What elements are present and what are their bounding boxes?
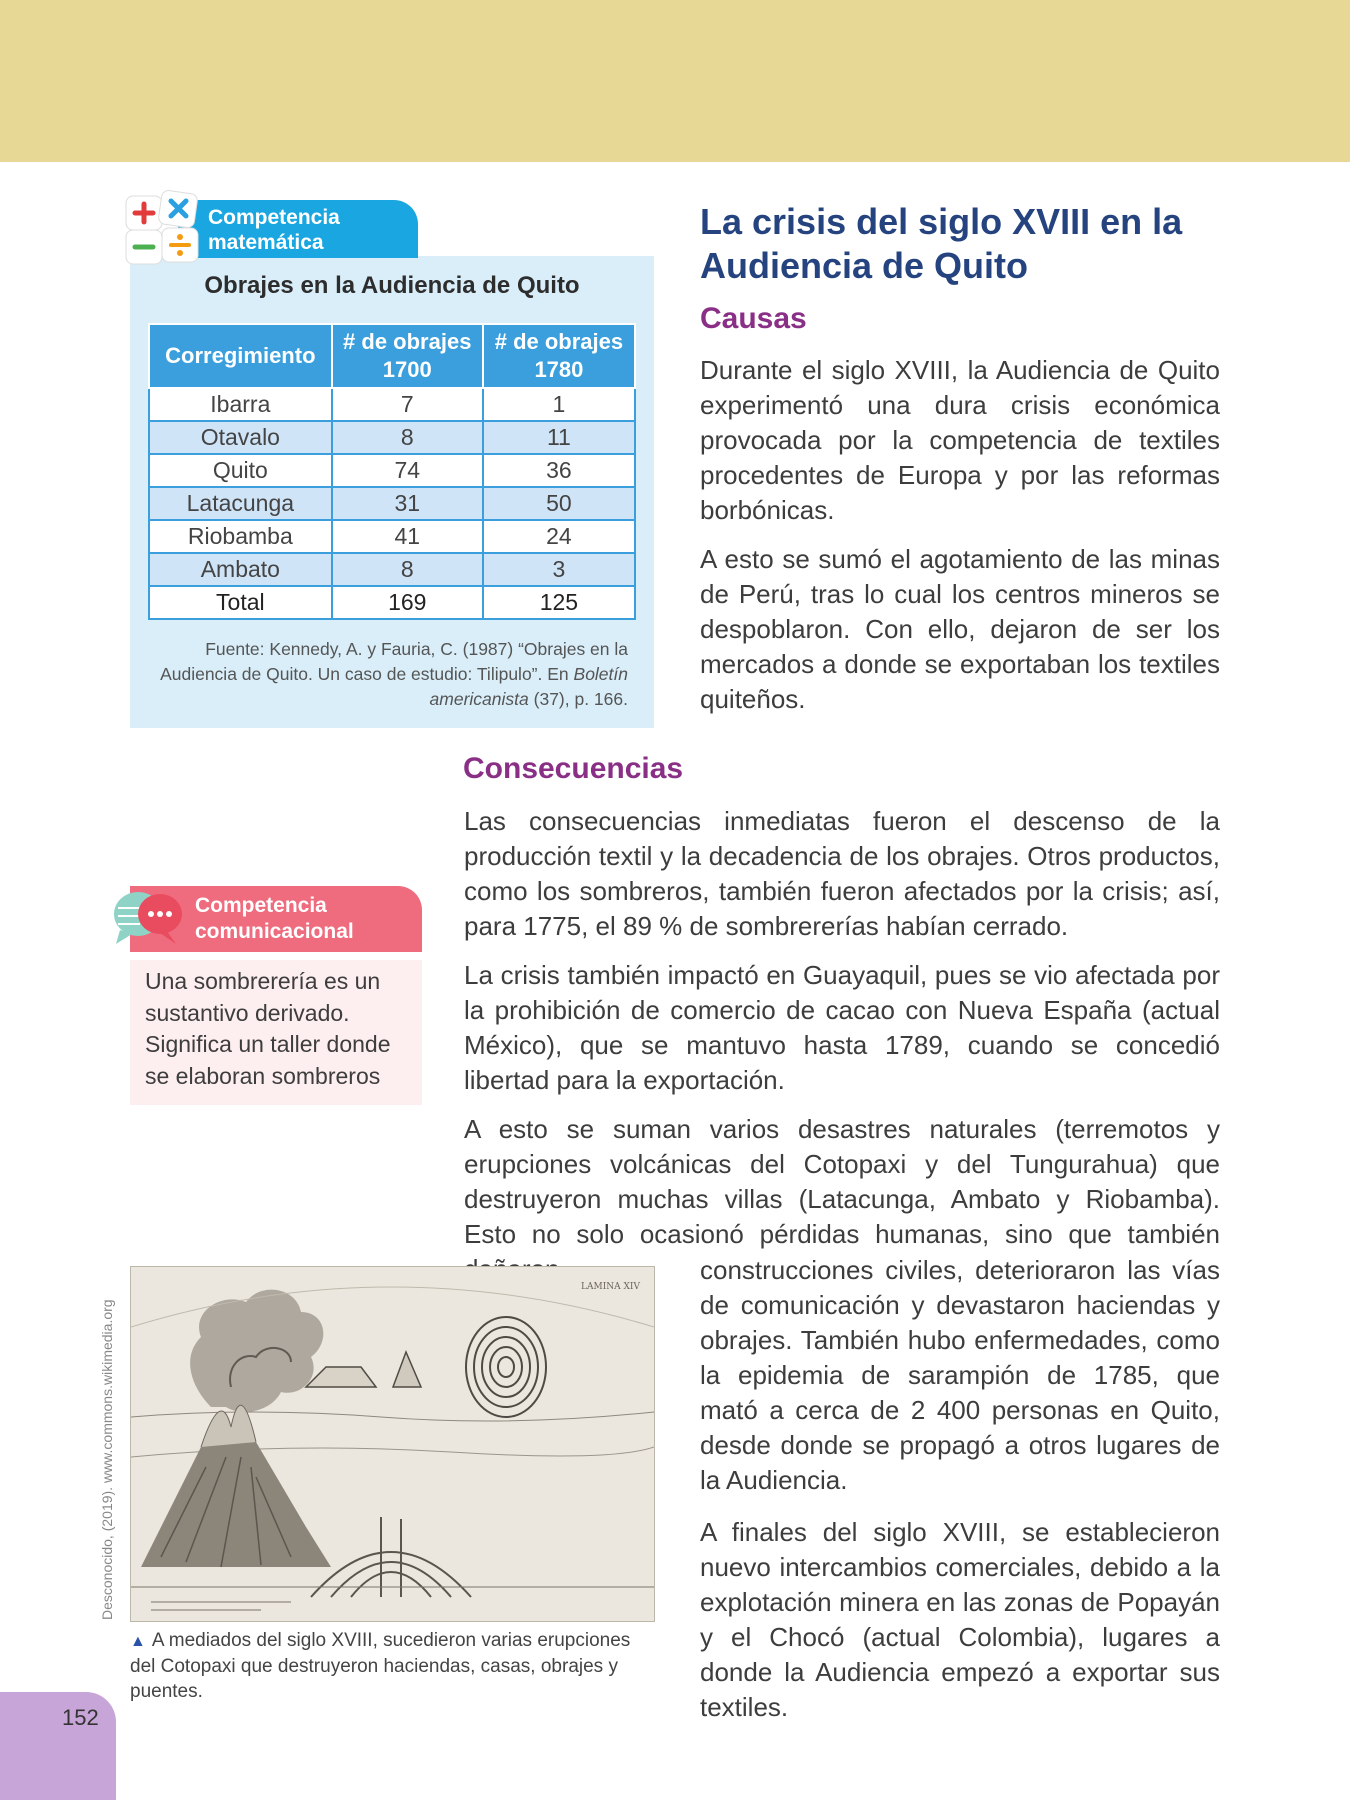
cell-corregimiento: Riobamba bbox=[149, 520, 332, 553]
cell-corregimiento: Ibarra bbox=[149, 388, 332, 421]
plate-label: LAMINA XIV bbox=[581, 1282, 640, 1292]
table-row bbox=[149, 388, 635, 421]
header-band bbox=[0, 0, 1350, 162]
header-obrajes-1780: # de obrajes 1780 bbox=[483, 324, 635, 388]
table-header-row bbox=[149, 324, 635, 388]
total-1700: 169 bbox=[332, 586, 483, 619]
table-row bbox=[149, 454, 635, 487]
cell-1700: 7 bbox=[332, 388, 483, 421]
com-tab-line2: comunicacional bbox=[195, 920, 354, 943]
image-credit-text: Desconocido, (2019). www.commons.wikimedia.org bbox=[99, 1299, 115, 1620]
cell-corregimiento: Latacunga bbox=[149, 487, 332, 520]
header-corregimiento: Corregimiento bbox=[149, 324, 332, 388]
header-obrajes-1700: # de obrajes 1700 bbox=[332, 324, 483, 388]
math-competency-tab bbox=[178, 200, 418, 258]
consecuencias-paragraph-1: Las consecuencias inmediatas fueron el descenso de la producción textil y la decadencia de los obrajes. Otros productos, como los sombreros, también fueron afectados por la crisis; así, para 1775, el 89 % de sombrererías habían cerrado. bbox=[464, 806, 1220, 941]
chat-bubbles-icon bbox=[110, 882, 190, 954]
table-source bbox=[150, 637, 628, 712]
consecuencias-paragraph-3: A esto se suman varios desastres naturales (terremotos y erupciones volcánicas del Cotopaxi y del Tungurahua) que destruyeron muchas villas (Latacunga, Ambato y Riobamba). Esto no solo ocasionó pérdidas humanas, sino que también bbox=[464, 1114, 1220, 1249]
consecuencias-paragraph-2: La crisis también impactó en Guayaquil, pues se vio afectada por la prohibición de comercio de cacao con Nueva España (actual México), que se mantuvo hasta 1789, cuando se concedió libertad para la exportación. bbox=[464, 960, 1220, 1095]
causas-paragraph-1: Durante el siglo XVIII, la Audiencia de Quito experimentó una dura crisis económica provocada por la competencia de textiles procedentes de Europa y por las reformas borbónicas. bbox=[700, 355, 1220, 525]
page-title: La crisis del siglo XVIII en la Audiencia de Quito bbox=[700, 201, 1183, 286]
math-operations-icon bbox=[124, 190, 206, 268]
causas-heading: Causas bbox=[700, 302, 807, 335]
source-journal: Boletín americanista bbox=[429, 664, 628, 709]
triangle-bullet-icon: ▲ bbox=[130, 1633, 146, 1650]
cotopaxi-eruption-engraving bbox=[130, 1266, 655, 1622]
total-1780: 125 bbox=[483, 586, 635, 619]
table-row bbox=[149, 553, 635, 586]
cell-1780: 50 bbox=[483, 487, 635, 520]
total-label: Total bbox=[149, 586, 332, 619]
cell-1780: 11 bbox=[483, 421, 635, 454]
cell-1700: 8 bbox=[332, 553, 483, 586]
causas-paragraph-2: A esto se sumó el agotamiento de las minas de Perú, tras lo cual los centros mineros se despoblaron. Con ello, dejaron de ser los mercados a donde se exportaban los textiles quiteños. bbox=[700, 544, 1220, 714]
table-total-row bbox=[149, 586, 635, 619]
caption-text: A mediados del siglo XVIII, sucedieron varias erupciones del Cotopaxi que destruyeron haciendas, casas, obrajes y puentes. bbox=[130, 1630, 631, 1702]
cell-1780: 36 bbox=[483, 454, 635, 487]
com-tab-line1: Competencia bbox=[195, 894, 327, 917]
communication-text: Una sombrerería es un sustantivo derivado. Significa un taller donde se elaboran sombreros bbox=[145, 968, 391, 1089]
consecuencias-paragraph-3-cont: construcciones civiles, deterioraron las vías de comunicación y devastaron haciendas y obrajes. También hubo enfermedades, como la epidemia de sarampión de 1785, que mató a cerca de 2 400 personas en Quito, desde donde se propagó a otros lugares de la Audiencia. bbox=[700, 1255, 1220, 1495]
cell-corregimiento: Otavalo bbox=[149, 421, 332, 454]
cell-corregimiento: Ambato bbox=[149, 553, 332, 586]
math-tab-line2: matemática bbox=[208, 231, 324, 254]
cell-1700: 74 bbox=[332, 454, 483, 487]
cell-1700: 41 bbox=[332, 520, 483, 553]
cell-corregimiento: Quito bbox=[149, 454, 332, 487]
cell-1700: 8 bbox=[332, 421, 483, 454]
source-ref: (37), p. 166. bbox=[528, 689, 628, 709]
table-title: Obrajes en la Audiencia de Quito bbox=[204, 272, 580, 299]
cell-1780: 24 bbox=[483, 520, 635, 553]
page-number: 152 bbox=[62, 1705, 99, 1730]
source-text: Fuente: Kennedy, A. y Fauria, C. (1987) “Obrajes en la Audiencia de Quito. Un caso de estudio: Tilipulo”. En bbox=[160, 639, 628, 684]
table-row bbox=[149, 487, 635, 520]
image-caption bbox=[130, 1628, 650, 1704]
obrajes-table bbox=[148, 323, 636, 620]
consecuencias-heading: Consecuencias bbox=[463, 752, 684, 785]
table-row bbox=[149, 421, 635, 454]
consecuencias-paragraph-4: A finales del siglo XVIII, se establecieron nuevo intercambios comerciales, debido a la explotación minera en las zonas de Popayán y el Chocó (actual Colombia), lugares a donde la Audiencia empezó a exportar sus textiles. bbox=[700, 1517, 1220, 1722]
cell-1780: 1 bbox=[483, 388, 635, 421]
table-row bbox=[149, 520, 635, 553]
cell-1780: 3 bbox=[483, 553, 635, 586]
math-tab-line1: Competencia bbox=[208, 206, 340, 229]
cell-1700: 31 bbox=[332, 487, 483, 520]
